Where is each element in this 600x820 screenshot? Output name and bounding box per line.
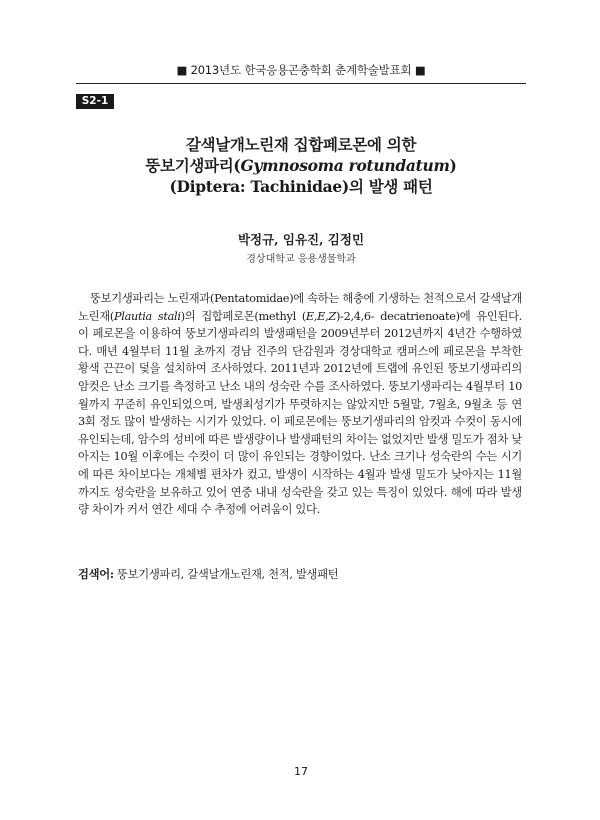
title-species-name: Gymnosoma rotundatum — [240, 156, 450, 175]
title-line-3: (Diptera: Tachinidae)의 발생 패턴 — [169, 177, 433, 196]
abstract-part-1: 뚱보기생파리는 노린재과(Pentatomidae)에 속하는 해충에 기생하는 천적으로서 갈색날개노린재( — [78, 292, 523, 323]
abstract-part-2: )의 집합페로몬(methyl ( — [180, 309, 306, 323]
keywords-label: 검색어: — [78, 567, 114, 581]
abstract-chem-stereo: E,E,Z — [305, 309, 336, 323]
title-line-1: 갈색날개노린재 집합페로몬에 의한 — [185, 135, 417, 154]
running-header: ■ 2013년도 한국응용곤충학회 춘계학술발표회 ■ — [176, 63, 426, 77]
authors: 박정규, 임유진, 김정민 — [237, 232, 365, 247]
keywords-text: 뚱보기생파리, 갈색날개노린재, 천적, 발생패턴 — [113, 568, 339, 581]
title-line-2-prefix: 뚱보기생파리( — [145, 156, 241, 175]
abstract-body — [78, 290, 522, 519]
abstract-part-3: )-2,4,6- decatrienoate)에 유인된다. 이 페로몬을 이용하여 뚱보기생파리의 발생패턴을 2009년부터 2012년까지 4년간 수행하였다. 매년 4월부터 11월 초까지 경남 진주의 단감원과 경상대학교 캠퍼스에 페로몬을 부착한 황색 끈끈이 덫을 설치하여 조사하였다. 2011년과 2012년에 트랩에 유인된 뚱보기생파리의 암컷은 난소 크기를 측정하고 난소 내의 성숙란 수를 조사하였다. 뚱보기생파리는 4월부터 10월까지 꾸준히 유인되었으며, 발생최성기가 뚜렷하지는 않았지만 5월말, 7월초, 9월초 등 연 3회 정도 많이 발생하는 시기가 있었다. 이 페로몬에는 뚱보기생파리의 암컷과 수컷이 동시에 유인되는데, 암수의 성비에 따른 발생량이나 발생패턴의 차이는 없었지만 발생 밀도가 점차 낮아지는 10월 이후에는 수컷이 더 많이 유인되는 경향이었다. 난소 크기나 성숙란의 수는 시기에 따른 차이보다는 개체별 편차가 컸고, 발생이 시작하는 4월과 발생 밀도가 낮아지는 11월까지도 성숙란을 보유하고 있어 연중 내내 성숙란을 갖고 있는 특징이 있었다. 해에 따라 발생량 차이가 커서 연간 세대 수 추정에 어려움이 있다. — [78, 309, 522, 517]
affiliation: 경상대학교 응용생물학과 — [246, 254, 356, 265]
keywords — [78, 566, 522, 582]
session-code-badge: S2-1 — [76, 94, 114, 109]
abstract-species-name: Plautia stali — [113, 309, 181, 323]
title-line-2 — [76, 155, 526, 176]
page-number: 17 — [294, 765, 308, 778]
header-rule — [76, 83, 526, 84]
title-line-2-suffix: ) — [449, 156, 457, 175]
paper-title — [76, 134, 526, 197]
